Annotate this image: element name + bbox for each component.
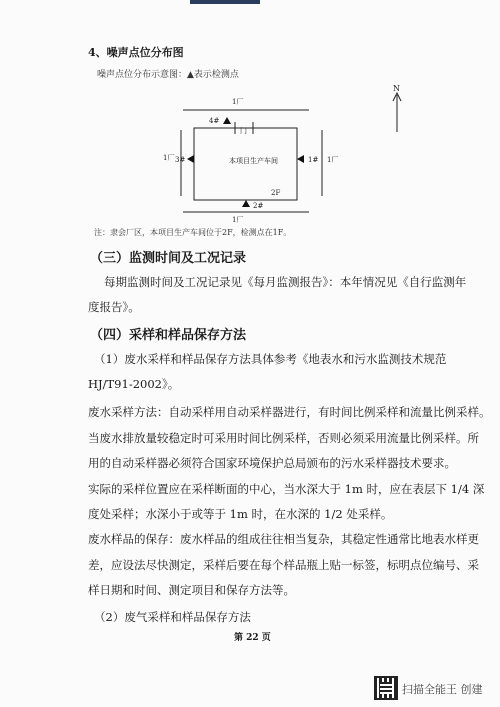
section-4-line-7: 度处采样；水深小于或等于 1m 时，在水深的 1/2 处采样。 bbox=[88, 507, 393, 521]
section-4-line-9: 差，应设法尽快测定，采样后要在每个样品瓶上贴一标签，标明点位编号、采 bbox=[88, 558, 479, 572]
building-label: 本项目生产车间 bbox=[229, 157, 278, 165]
section-4-line-1: （1）废水采样和样品保存方法具体参考《地表水和污水监测技术规范 bbox=[94, 352, 447, 366]
label-right: 1厂 bbox=[327, 156, 339, 164]
section-4-line-6: 实际的采样位置应在采样断面的中心，当水深大于 1m 时，应在表层下 1/4 深 bbox=[88, 482, 485, 496]
section-4-line-5: 用的自动采样器必须符合国家环境保护总局颁布的污水采样器技术要求。 bbox=[88, 456, 456, 470]
north-label: N bbox=[393, 84, 400, 93]
page-number: 第 22 页 bbox=[234, 633, 271, 643]
building-outline bbox=[194, 128, 297, 200]
top-edge-mark bbox=[190, 0, 260, 4]
floor-label: 2F bbox=[271, 189, 281, 197]
point-3-marker bbox=[187, 155, 194, 163]
point-1-marker bbox=[297, 155, 304, 163]
label-top: 1厂 bbox=[232, 98, 244, 106]
point-2-marker bbox=[242, 200, 250, 207]
section-4-line-8: 废水样品的保存：废水样品的组成往往相当复杂，其稳定性通常比地表水样更 bbox=[88, 532, 479, 546]
qr-code-icon bbox=[374, 676, 398, 700]
point-4-marker bbox=[223, 117, 231, 124]
scanner-watermark: 扫描全能王 创建 bbox=[402, 683, 483, 696]
section-3-line-1: 每期监测时间及工况记录见《每月监测报告》：本年情况见《自行监测年 bbox=[104, 275, 467, 289]
heading-noise-map: 4、噪声点位分布图 bbox=[88, 46, 184, 59]
section-4-line-11: （2）废气采样和样品保存方法 bbox=[94, 610, 251, 624]
section-4-title: （四）采样和样品保存方法 bbox=[90, 328, 247, 343]
section-4-line-2: HJ/T91-2002》。 bbox=[88, 377, 180, 391]
label-left: 1厂 bbox=[163, 154, 175, 162]
section-4-line-3: 废水采样方法：自动采样用自动采样器进行，有时间比例采样和流量比例采样。 bbox=[88, 405, 491, 419]
label-bottom: 1厂 bbox=[232, 216, 244, 224]
section-4-line-10: 样日期和时间、测定项目和保存方法等。 bbox=[88, 583, 295, 597]
point-3-label: 3# bbox=[175, 156, 186, 164]
point-1-label: 1# bbox=[308, 156, 319, 164]
point-2-label: 2# bbox=[253, 202, 264, 210]
diagram-caption: 噪声点位分布示意图：▲表示检测点 bbox=[97, 70, 239, 80]
diagram-note: 注：隶会厂区，本项目生产车间位于2F，检测点在1F。 bbox=[94, 228, 292, 237]
section-4-line-4: 当废水排放量较稳定时可采用时间比例采样，否则必须采用流量比例采样。所 bbox=[88, 431, 479, 445]
gate-label: 门 bbox=[240, 127, 247, 135]
point-4-label: 4# bbox=[209, 117, 220, 125]
section-3-title: （三）监测时间及工况记录 bbox=[90, 251, 247, 266]
section-3-line-2: 度报告》。 bbox=[88, 300, 140, 314]
